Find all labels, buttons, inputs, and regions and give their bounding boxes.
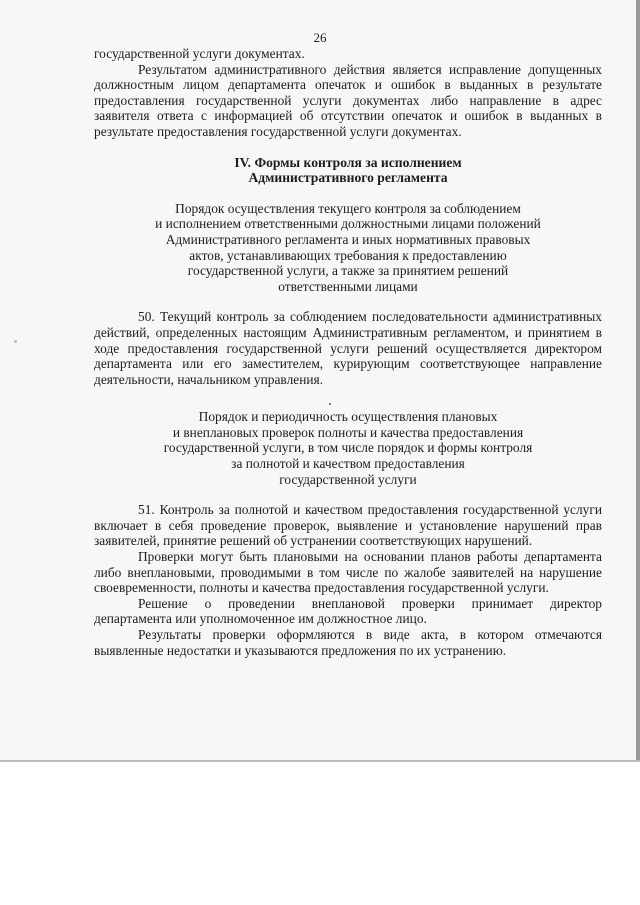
paragraph: Решение о проведении внеплановой проверки принимает директор департамента или уполномоченное им должностное лицо. <box>94 595 602 627</box>
spacer <box>94 487 602 502</box>
paragraph-50: 50. Текущий контроль за соблюдением последовательности административных действий, определенных настоящим Административным регламентом, и принятием в ходе предоставления государственной услуги решений осуществляется директором департамента или его заместителем, курирующим соответствующее направление деятельности, начальником управления. <box>94 309 602 387</box>
subsection-heading-line: Порядок и периодичность осуществления плановых <box>198 409 498 425</box>
subsection-heading <box>94 201 602 295</box>
paragraph: Результаты проверки оформляются в виде акта, в котором отмечаются выявленные недостатки и указываются предложения по их устранению. <box>94 627 602 658</box>
section-heading-line: IV. Формы контроля за исполнением <box>234 154 462 170</box>
scan-artifact <box>14 340 17 343</box>
page-number: 26 <box>313 30 327 45</box>
subsection-heading-line: актов, устанавливающих требования к предоставлению <box>189 247 507 263</box>
subsection-heading-line: государственной услуги <box>279 471 417 487</box>
section-heading-line: Административного регламента <box>248 170 448 186</box>
paragraph: Проверки могут быть плановыми на основании планов работы департамента либо внеплановыми, проводимыми в том числе по жалобе заявителей на нарушение своевременности, полноты и качества предоставления государственной услуги. <box>94 549 602 596</box>
scan-edge <box>636 0 640 760</box>
paragraph: государственной услуги документах. <box>94 46 305 61</box>
subsection-heading-line: Порядок осуществления текущего контроля за соблюдением <box>175 200 521 216</box>
subsection-heading-line: за полнотой и качеством предоставления <box>231 456 465 472</box>
document-body <box>94 46 602 658</box>
paragraph: Результатом административного действия является исправление допущенных должностным лицом департамента опечаток и ошибок в выданных в результате предоставления государственной услуги документах либо направление в адрес заявителя ответа с информацией об отсутствии опечаток и ошибок в выданных в результате предоставления государственной услуги документах. <box>94 61 602 139</box>
subsection-heading-line: и внеплановых проверок полноты и качества предоставления <box>172 424 524 440</box>
paragraph-51: 51. Контроль за полнотой и качеством предоставления государственной услуги включает в себя проведение проверок, выявление и установление нарушений прав заявителей, принятие решений об устранении соответствующих нарушений. <box>94 502 602 549</box>
section-heading <box>94 155 602 186</box>
subsection-heading-line: государственной услуги, в том числе порядок и формы контроля <box>163 440 533 456</box>
subsection-heading-line: ответственными лицами <box>278 278 418 294</box>
subsection-heading-line: и исполнением ответственными должностными лицами положений <box>155 216 541 232</box>
subsection-heading <box>94 409 602 487</box>
subsection-heading-line: Административного регламента и иных нормативных правовых <box>165 231 531 247</box>
spacer <box>94 294 602 309</box>
subsection-heading-line: государственной услуги, а также за принятием решений <box>187 263 509 279</box>
